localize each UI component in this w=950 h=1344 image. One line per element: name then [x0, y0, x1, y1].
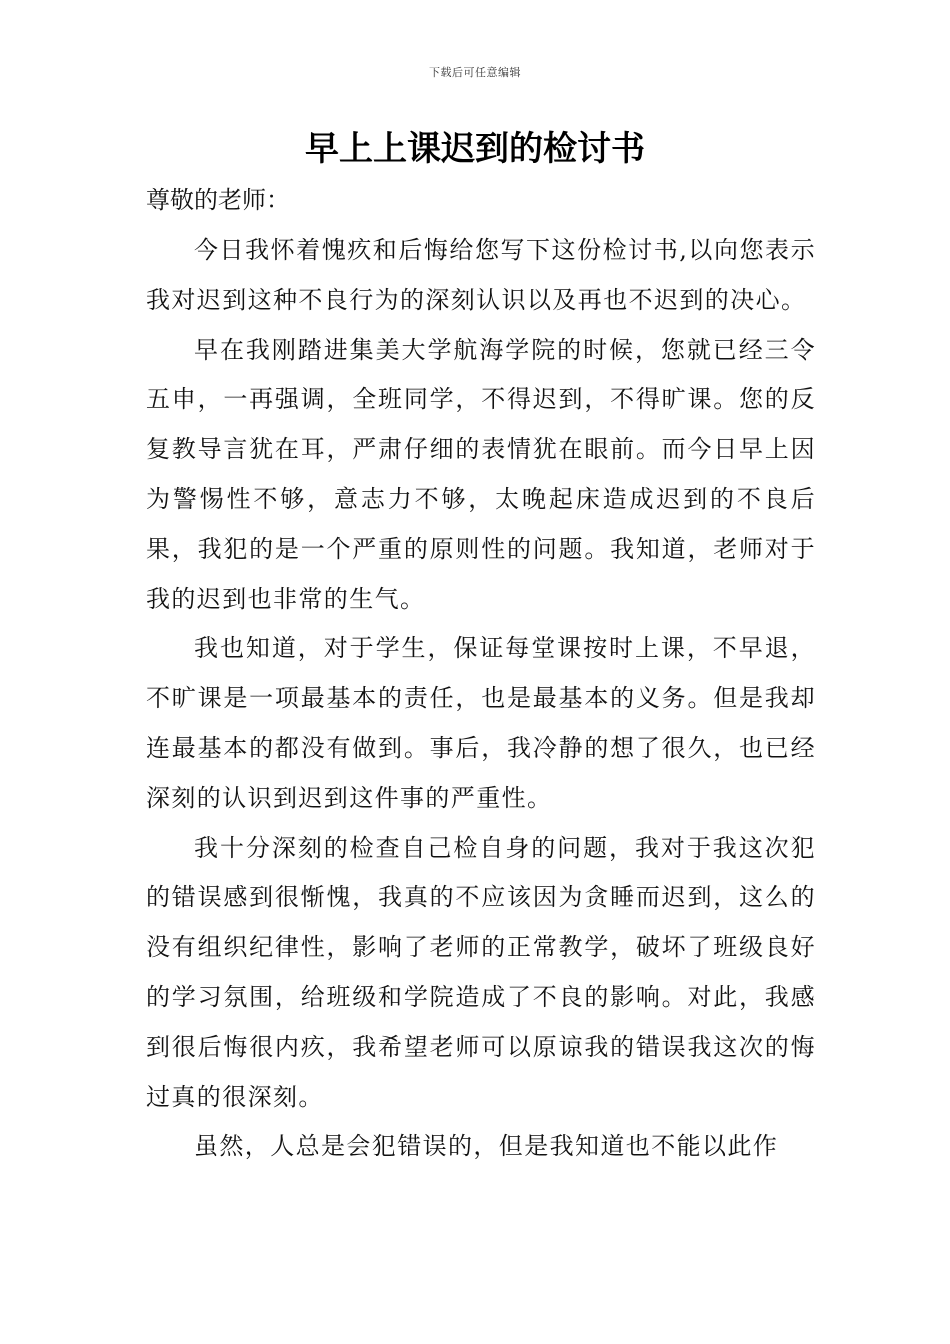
document-body [146, 226, 816, 1172]
salutation: 尊敬的老师： [146, 186, 290, 214]
paragraph: 我也知道，对于学生，保证每堂课按时上课，不早退，不旷课是一项最基本的责任，也是最基本的义务。但是我却连最基本的都没有做到。事后，我冷静的想了很久，也已经深刻的认识到迟到这件事的严重性。 [146, 634, 816, 812]
header-note: 下载后可任意编辑 [429, 66, 521, 79]
paragraph: 早在我刚踏进集美大学航海学院的时候，您就已经三令五申，一再强调，全班同学，不得迟到，不得旷课。您的反复教导言犹在耳，严肃仔细的表情犹在眼前。而今日早上因为警惕性不够，意志力不够，太晚起床造成迟到的不良后果，我犯的是一个严重的原则性的问题。我知道，老师对于我的迟到也非常的生气。 [146, 335, 816, 613]
paragraph: 虽然，人总是会犯错误的，但是我知道也不能以此作 [194, 1132, 779, 1161]
paragraph: 今日我怀着愧疚和后悔给您写下这份检讨书,以向您表示我对迟到这种不良行为的深刻认识以及再也不迟到的决心。 [146, 236, 816, 314]
document-title: 早上上课迟到的检讨书 [305, 129, 645, 169]
paragraph: 我十分深刻的检查自己检自身的问题，我对于我这次犯的错误感到很惭愧，我真的不应该因为贪睡而迟到，这么的没有组织纪律性，影响了老师的正常教学，破坏了班级良好的学习氛围，给班级和学院造成了不良的影响。对此，我感到很后悔很内疚，我希望老师可以原谅我的错误我这次的悔过真的很深刻。 [146, 833, 816, 1111]
